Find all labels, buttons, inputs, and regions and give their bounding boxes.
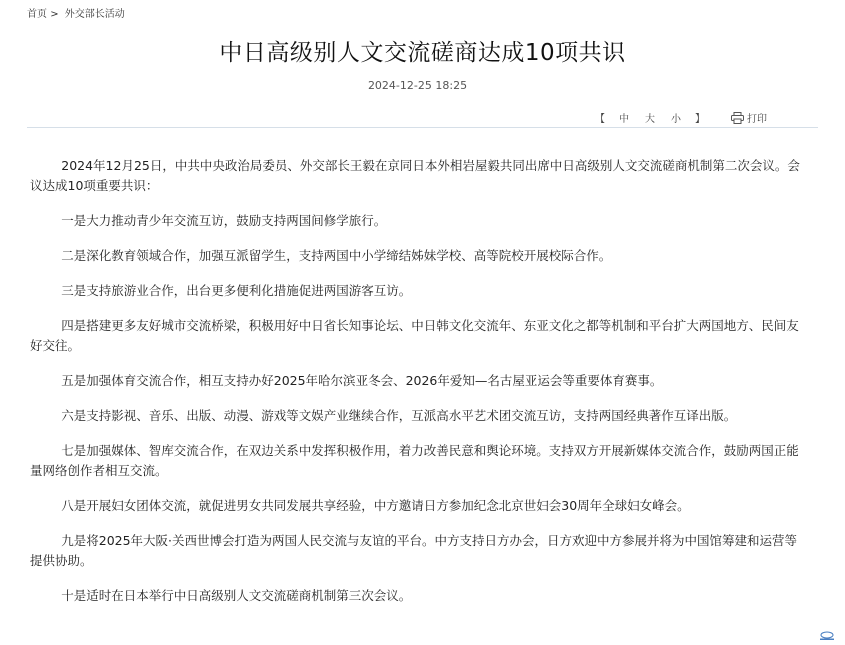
article-paragraph: 五是加强体育交流合作，相互支持办好2025年哈尔滨亚冬会、2026年爱知—名古屋亚运会等重要体育赛事。: [61, 373, 663, 388]
article-paragraph: 八是开展妇女团体交流，就促进男女共同发展共享经验，中方邀请日方参加纪念北京世妇会30周年全球妇女峰会。: [61, 498, 690, 513]
article-tools: [589, 110, 767, 125]
page-title: 中日高级别人文交流磋商达成10项共识: [219, 40, 626, 66]
header-divider: [27, 127, 818, 128]
font-size-medium-button[interactable]: 中: [619, 114, 629, 125]
article-paragraph: 二是深化教育领域合作，加强互派留学生，支持两国中小学缔结姊妹学校、高等院校开展校际合作。: [61, 248, 612, 263]
article-paragraph: 三是支持旅游业合作，出台更多便利化措施促进两国游客互访。: [61, 283, 412, 298]
article-paragraph: 七是加强媒体、智库交流合作，在双边关系中发挥积极作用，着力改善民意和舆论环境。支持双方开展新媒体交流合作，鼓励两国正能量网络创作者相互交流。: [30, 443, 799, 478]
article-paragraph: 十是适时在日本举行中日高级别人文交流磋商机制第三次会议。: [61, 588, 412, 603]
printer-icon: [731, 112, 744, 124]
article-paragraph: 2024年12月25日，中共中央政治局委员、外交部长王毅在京同日本外相岩屋毅共同出席中日高级别人文交流磋商机制第二次会议。会议达成10项重要共识：: [30, 158, 800, 193]
print-button[interactable]: [731, 110, 767, 125]
font-size-open-bracket: 【: [595, 114, 605, 125]
article-paragraph: 九是将2025年大阪·关西世博会打造为两国人民交流与友谊的平台。中方支持日方办会，日方欢迎中方参展并将为中国馆筹建和运营等提供协助。: [30, 533, 798, 568]
article-content: [30, 156, 800, 621]
font-size-large-button[interactable]: 大: [645, 114, 655, 125]
breadcrumb-home-link[interactable]: 首页: [27, 9, 47, 20]
site-logo-icon: [817, 631, 837, 641]
font-size-small-button[interactable]: 小: [671, 114, 681, 125]
article-paragraph: 四是搭建更多友好城市交流桥梁，积极用好中日省长知事论坛、中日韩文化交流年、东亚文化之都等机制和平台扩大两国地方、民间友好交往。: [30, 318, 799, 353]
breadcrumb-separator: >: [50, 9, 59, 20]
breadcrumb-section-link[interactable]: 外交部长活动: [64, 9, 125, 20]
print-label: 打印: [747, 114, 767, 125]
breadcrumb: [27, 5, 125, 20]
article-paragraph: 一是大力推动青少年交流互访，鼓励支持两国间修学旅行。: [61, 213, 387, 228]
font-size-close-bracket: 】: [695, 114, 705, 125]
publish-date: 2024-12-25 18:25: [367, 79, 468, 92]
article-paragraph: 六是支持影视、音乐、出版、动漫、游戏等文娱产业继续合作，互派高水平艺术团交流互访，支持两国经典著作互译出版。: [61, 408, 737, 423]
